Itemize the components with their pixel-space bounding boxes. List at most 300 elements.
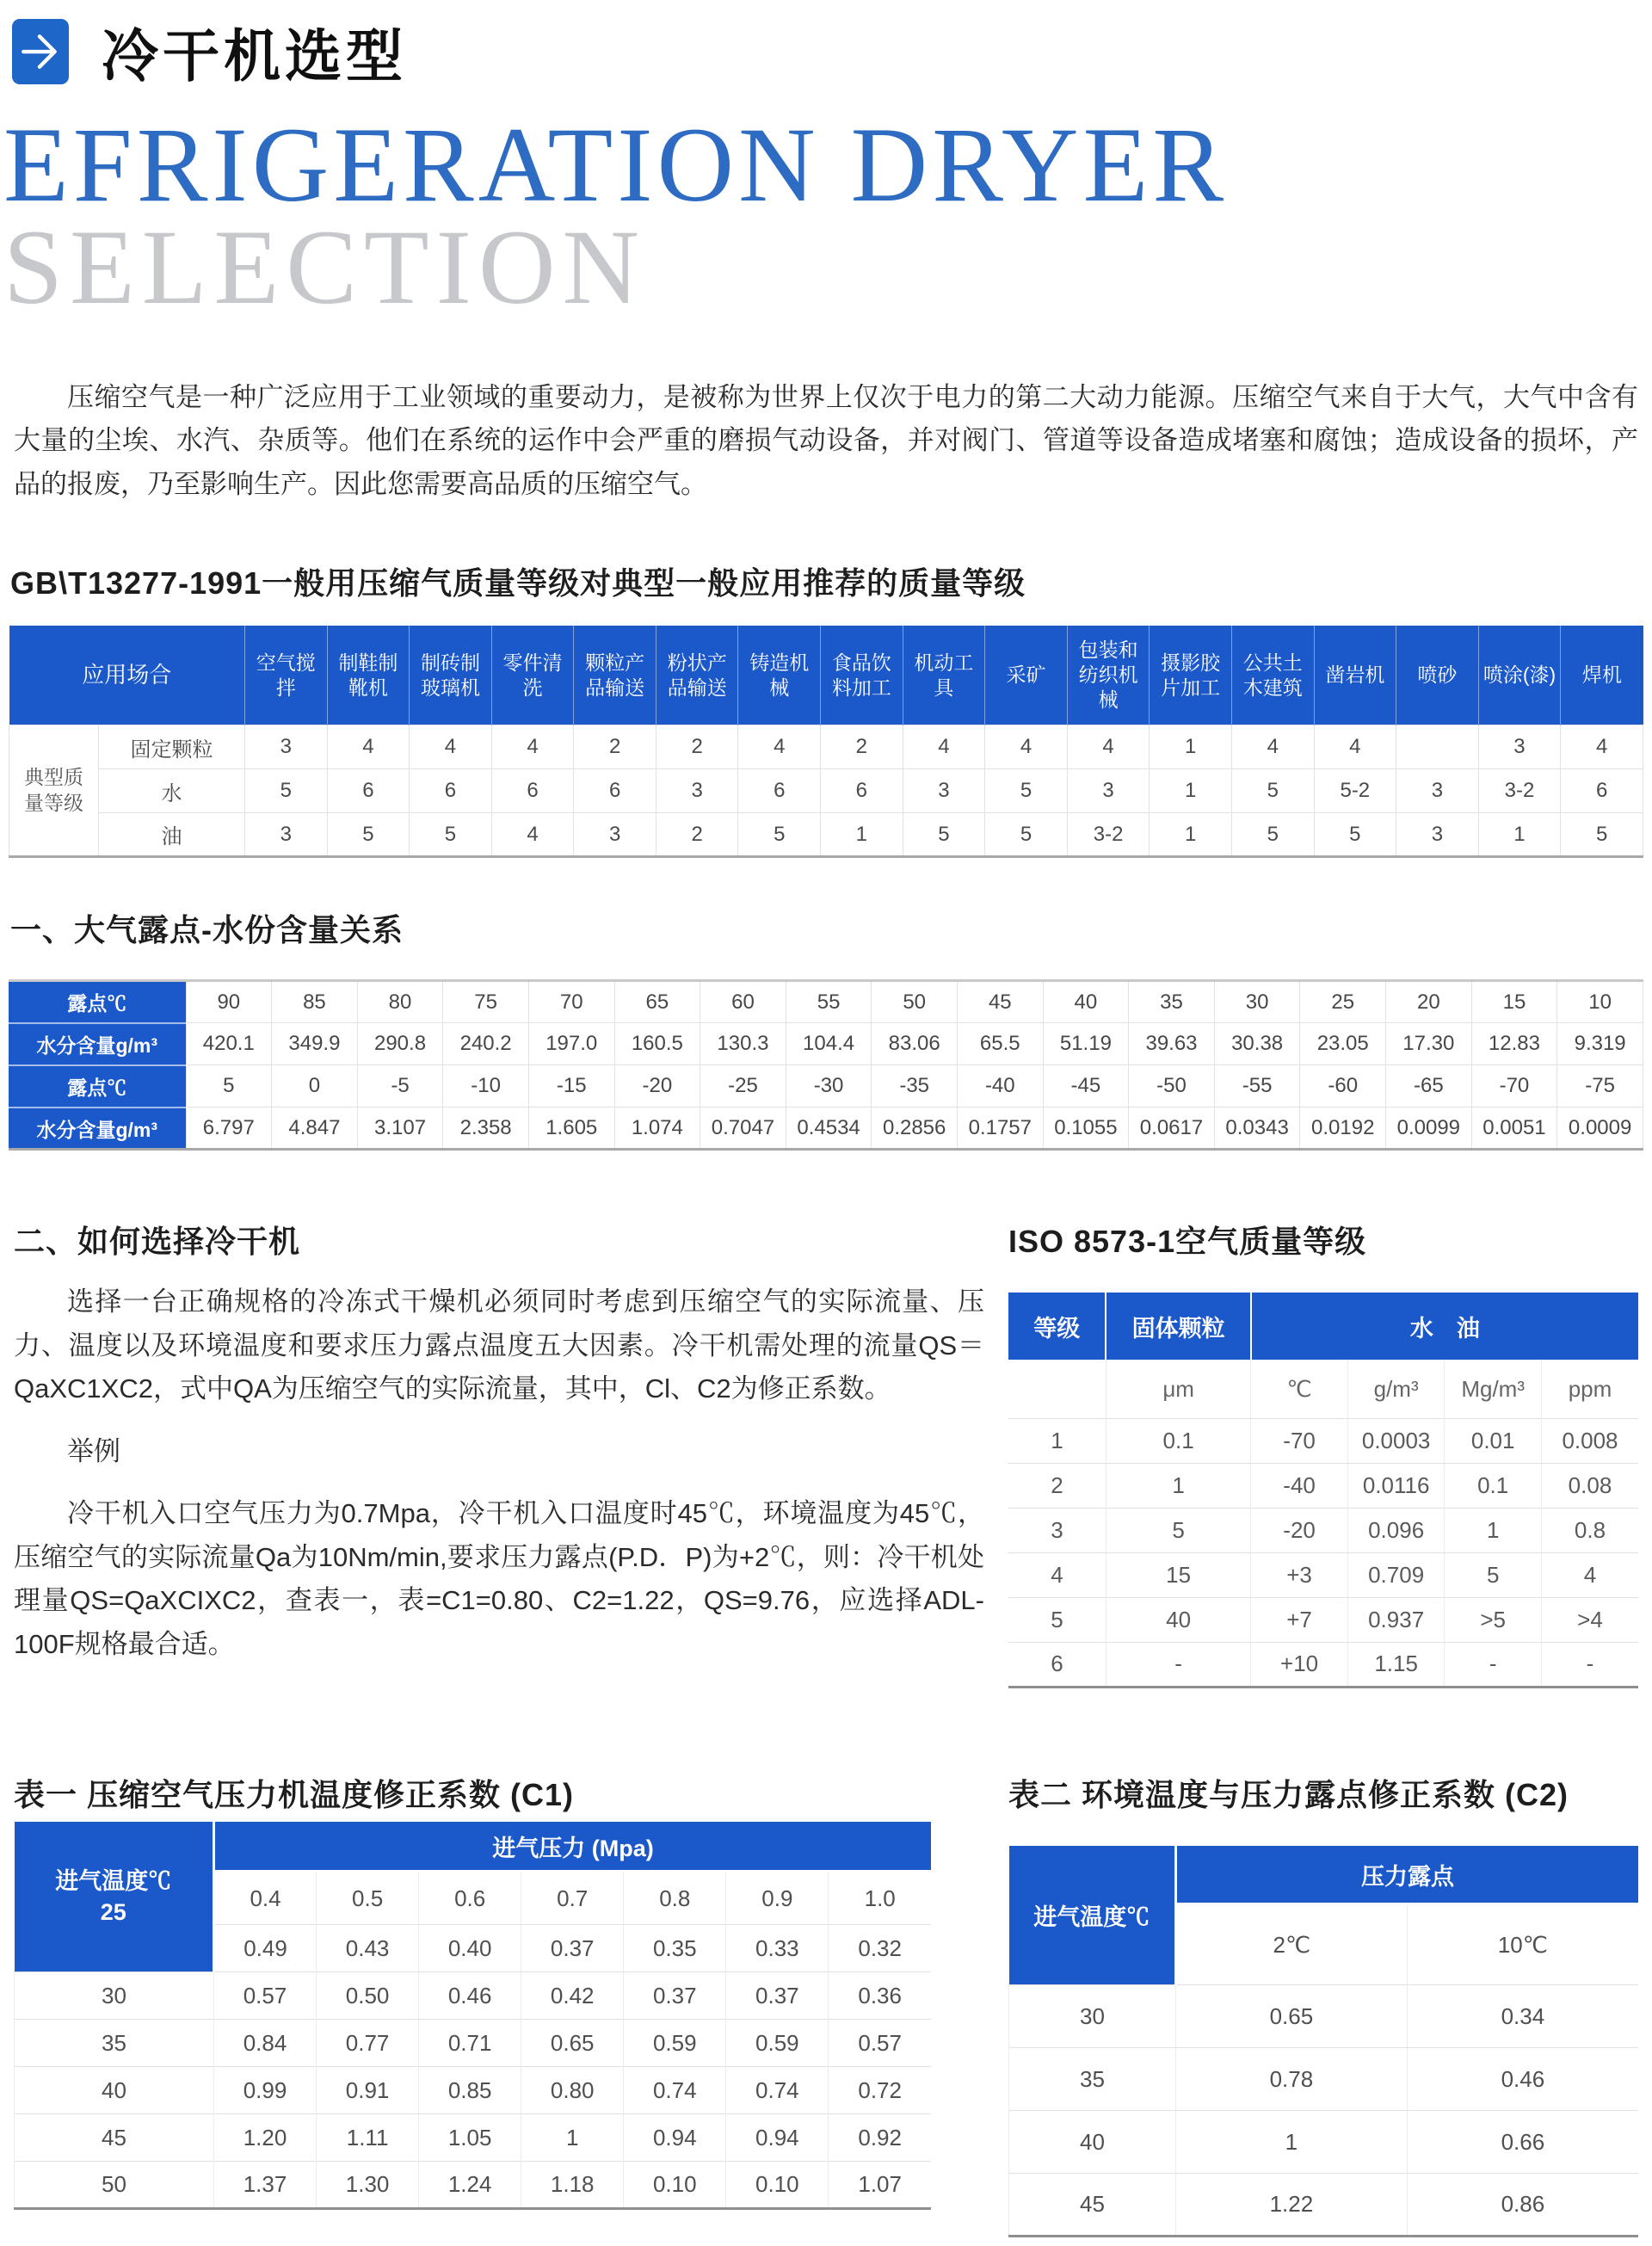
c1-cell: 0.37 [521,1925,624,1972]
c1-cell: 0.32 [829,1925,931,1972]
gb-cell: 3 [1067,769,1150,813]
gb-cell: 3 [656,769,738,813]
gb-cell: 6 [491,769,574,813]
c1-cell: 0.74 [624,2067,726,2114]
c2-row-label: 30 [1009,1985,1176,2048]
gb-data-row [9,769,1643,813]
c1-cell: 0.65 [521,2020,624,2067]
dew-cell: 15 [1471,981,1557,1023]
c1-cell: 0.35 [624,1925,726,1972]
dew-cell: 0.7047 [700,1108,786,1150]
gb-cell: 1 [1478,813,1561,857]
dew-cell: 240.2 [443,1023,529,1065]
iso-data-row [1008,1418,1638,1463]
dew-cell: 1.074 [614,1108,700,1150]
iso-cell: 0.0003 [1347,1418,1445,1463]
dew-cell: -40 [957,1065,1043,1108]
dew-cell: -50 [1129,1065,1215,1108]
c2-header-row [1009,1846,1639,1904]
dew-row [9,981,1643,1023]
c1-cell: 0.80 [521,2067,624,2114]
gb-column-header: 凿岩机 [1314,626,1396,725]
gb-cell: 3 [903,769,985,813]
dew-cell: -65 [1386,1065,1472,1108]
dew-cell: 65 [614,981,700,1023]
gb-cell: 5 [245,769,328,813]
dew-cell: -30 [786,1065,872,1108]
dew-cell: 0.4534 [786,1108,872,1150]
table2-title: 表二 环境温度与压力露点修正系数 (C2) [1008,1776,1569,1812]
dew-cell: 104.4 [786,1023,872,1065]
gb-cell: 6 [574,769,656,813]
iso-cell: 4 [1008,1552,1106,1597]
c2-cell: 0.46 [1407,2048,1638,2111]
c1-pressure-tick: 0.4 [214,1872,317,1925]
c2-row-label: 35 [1009,2048,1176,2111]
dew-cell: -60 [1300,1065,1386,1108]
gb-row-label: 固定颗粒 [99,725,245,769]
c1-data-row [15,2020,932,2067]
c1-cell: 0.74 [726,2067,829,2114]
iso-cell: 2 [1008,1463,1106,1508]
c1-cell: 0.92 [829,2114,931,2162]
c2-cell: 0.34 [1407,1985,1638,2048]
dew-cell: 0.1757 [957,1108,1043,1150]
c1-cell: 0.40 [419,1925,521,1972]
c1-cell: 0.46 [419,1972,521,2020]
dew-cell: -25 [700,1065,786,1108]
c2-data-row [1009,2174,1639,2237]
iso-data-row [1008,1463,1638,1508]
c1-column [14,1771,984,2238]
how-to-select-column [14,1218,984,1688]
dew-cell: 65.5 [957,1023,1043,1065]
c2-corner-header: 进气温度℃ [1009,1846,1176,1985]
gb-cell: 1 [821,813,903,857]
dew-row-label: 露点℃ [9,1065,186,1108]
iso-cell: 1 [1008,1418,1106,1463]
iso-table-title: ISO 8573-1空气质量等级 [1008,1224,1367,1260]
iso-unit-cell: μm [1106,1360,1250,1418]
section2-paragraph-3: 冷干机入口空气压力为0.7Mpa，冷干机入口温度时45℃，环境温度为45℃，压缩空气的实际流量Qa为10Nm/min,要求压力露点(P.D．P)为+2℃，则：冷干机处理量QS=QaXCIXC2，查表一，表=C1=0.80、C2=1.22，QS=9.76，应选择ADL-100F规格最合适。 [14,1498,984,1659]
dew-cell: 0.0192 [1300,1108,1386,1150]
c1-pressure-tick: 0.8 [624,1872,726,1925]
intro-paragraph: 压缩空气是一种广泛应用于工业领域的重要动力，是被称为世界上仅次于电力的第二大动力能源。压缩空气来自于大气，大气中含有大量的尘埃、水汽、杂质等。他们在系统的运作中会严重的磨损气动设备，并对阀门、管道等设备造成堵塞和腐蚀；造成设备的损坏，产品的报废，乃至影响生产。因此您需要高品质的压缩空气。 [14,382,1638,499]
iso-cell: 0.8 [1541,1508,1638,1552]
gb-column-header: 喷砂 [1396,626,1479,725]
gb-cell: 3 [574,813,656,857]
gb-cell: 6 [1561,769,1643,813]
c1-cell: 1.37 [214,2162,317,2209]
c1-cell: 0.77 [317,2020,419,2067]
dewpoint-moisture-table [9,979,1643,1151]
c2-cell: 1.22 [1176,2174,1408,2237]
gb-column-header: 食品饮料加工 [821,626,903,725]
gb-data-row [9,813,1643,857]
dew-cell: 40 [1043,981,1129,1023]
gb-cell: 6 [410,769,492,813]
gb-column-header: 摄影胶片加工 [1150,626,1232,725]
iso-cell: 0.1 [1106,1418,1250,1463]
iso-cell: 0.0116 [1347,1463,1445,1508]
gb-cell: 6 [327,769,410,813]
gb-column-header: 制鞋制靴机 [327,626,410,725]
c1-cell: 1.20 [214,2114,317,2162]
dew-cell: -35 [872,1065,958,1108]
gb-cell: 1 [1150,769,1232,813]
dew-cell: 90 [186,981,272,1023]
c2-data-row [1009,2111,1639,2174]
iso-unit-cell: ppm [1541,1360,1638,1418]
c1-cell: 0.37 [726,1972,829,2020]
dew-cell: 130.3 [700,1023,786,1065]
dew-cell: 5 [186,1065,272,1108]
c1-data-row [15,1972,932,2020]
gb-cell: 5 [1561,813,1643,857]
iso-data-row [1008,1597,1638,1642]
gb-cell: 5 [410,813,492,857]
c1-cell: 0.50 [317,1972,419,2020]
c1-span-header: 进气压力 (Mpa) [214,1822,932,1872]
dew-cell: 17.30 [1386,1023,1472,1065]
dew-row [9,1065,1643,1108]
dew-cell: 0.0009 [1557,1108,1643,1150]
iso-cell: 0.937 [1347,1597,1445,1642]
c1-cell: 0.94 [624,2114,726,2162]
c1-cell: 0.37 [624,1972,726,2020]
dew-cell: -75 [1557,1065,1643,1108]
gb-cell: 2 [574,725,656,769]
dew-cell: 9.319 [1557,1023,1643,1065]
iso-column [1008,1218,1638,1688]
c2-column [1008,1771,1638,2238]
iso-cell: 0.01 [1445,1418,1542,1463]
right-arrow-icon [12,19,69,84]
dew-cell: 0.0099 [1386,1108,1472,1150]
c1-data-row [15,2114,932,2162]
gb-column-header: 焊机 [1561,626,1643,725]
iso-cell: 1 [1106,1463,1250,1508]
gb-cell: 3 [1396,813,1479,857]
gb-cell: 1 [1150,725,1232,769]
c1-header-row [15,1822,932,1872]
gb-cell: 4 [903,725,985,769]
iso-cell: +3 [1251,1552,1348,1597]
c2-cell: 0.78 [1176,2048,1408,2111]
iso-water-oil-header: 水 油 [1251,1293,1638,1360]
c1-cell: 0.91 [317,2067,419,2114]
c1-row-label: 30 [15,1972,214,2020]
iso-cell: +7 [1251,1597,1348,1642]
c1-cell: 0.59 [624,2020,726,2067]
gb-cell: 3 [245,813,328,857]
section1-title: 一、大气露点-水份含量关系 [10,912,404,948]
gb-cell: 4 [491,725,574,769]
c2-correction-table [1008,1846,1638,2238]
c1-cell: 0.33 [726,1925,829,1972]
iso-cell: 6 [1008,1642,1106,1687]
gb-cell [1396,725,1479,769]
c1-data-row [15,2162,932,2209]
iso-cell: 1.15 [1347,1642,1445,1687]
iso-cell: >5 [1445,1597,1542,1642]
page-subtitle-english: SELECTION [3,208,647,327]
iso-cell: >4 [1541,1597,1638,1642]
dew-cell: 12.83 [1471,1023,1557,1065]
c1-cell: 0.49 [214,1925,317,1972]
section2-paragraph-1: 选择一台正确规格的冷冻式干燥机必须同时考虑到压缩空气的实际流量、压力、温度以及环境温度和要求压力露点温度五大因素。冷干机需处理的流量QS＝QaXC1XC2，式中QA为压缩空气的实际流量，其中，Cl、C2为修正系数。 [14,1287,984,1404]
gb-column-header: 采矿 [985,626,1068,725]
gb-cell: 2 [656,813,738,857]
c1-cell: 1.18 [521,2162,624,2209]
dew-cell: 70 [528,981,614,1023]
c2-cell: 0.86 [1407,2174,1638,2237]
gb-cell: 4 [1561,725,1643,769]
dew-cell: 0 [272,1065,358,1108]
gb-cell: 5-2 [1314,769,1396,813]
dew-cell: 85 [272,981,358,1023]
gb-header-row [9,626,1643,725]
c1-pressure-tick: 0.9 [726,1872,829,1925]
iso-units-blank [1008,1360,1106,1418]
dew-cell: 0.0051 [1471,1108,1557,1150]
gb-column-header: 机动工具 [903,626,985,725]
gb-cell: 5 [985,769,1068,813]
gb-cell: 4 [1314,725,1396,769]
c2-dewpoint-tick: 2℃ [1176,1904,1408,1985]
dew-cell: 0.0343 [1214,1108,1300,1150]
c1-pressure-tick: 0.7 [521,1872,624,1925]
dew-cell: 23.05 [1300,1023,1386,1065]
c2-data-row [1009,2048,1639,2111]
c2-cell: 1 [1176,2111,1408,2174]
dew-cell: 349.9 [272,1023,358,1065]
iso-cell: - [1541,1642,1638,1687]
gb-table-title: GB\T13277-1991一般用压缩气质量等级对典型一般应用推荐的质量等级 [10,565,1026,601]
gb-cell: 3 [1478,725,1561,769]
gb-cell: 6 [821,769,903,813]
iso-cell: 0.08 [1541,1463,1638,1508]
gb-column-header: 空气搅拌 [245,626,328,725]
gb-cell: 5 [903,813,985,857]
iso-cell: -40 [1251,1463,1348,1508]
iso-cell: 0.709 [1347,1552,1445,1597]
dew-cell: -55 [1214,1065,1300,1108]
iso-cell: 0.008 [1541,1418,1638,1463]
gb-cell: 4 [327,725,410,769]
gb-row-label: 水 [99,769,245,813]
iso-grade-header: 等级 [1008,1293,1106,1360]
gb-row-group-label: 典型质量等级 [9,725,99,857]
gb-cell: 5 [985,813,1068,857]
dew-cell: 35 [1129,981,1215,1023]
iso-cell: 1 [1445,1508,1542,1552]
gb-data-row [9,725,1643,769]
dew-cell: 20 [1386,981,1472,1023]
dew-cell: 10 [1557,981,1643,1023]
dew-cell: 2.358 [443,1108,529,1150]
dew-cell: 0.1055 [1043,1108,1129,1150]
gb-cell: 5 [1231,813,1314,857]
c1-corner-header [15,1822,214,1972]
dew-cell: -70 [1471,1065,1557,1108]
dew-cell: 45 [957,981,1043,1023]
c1-cell: 1 [521,2114,624,2162]
iso-cell: 4 [1541,1552,1638,1597]
gb-cell: 5 [738,813,821,857]
gb-column-header: 零件清洗 [491,626,574,725]
c1-correction-table [14,1822,931,2211]
dew-cell: -45 [1043,1065,1129,1108]
gb-cell: 2 [656,725,738,769]
gb-cell: 4 [1067,725,1150,769]
gb-column-header: 粉状产品输送 [656,626,738,725]
dew-row [9,1108,1643,1150]
dew-cell: -5 [357,1065,443,1108]
iso-data-row [1008,1642,1638,1687]
section2-paragraph-2: 举例 [67,1435,120,1466]
c2-span-header: 压力露点 [1176,1846,1639,1904]
dew-row [9,1023,1643,1065]
c2-row-label: 40 [1009,2111,1176,2174]
gb-cell: 3-2 [1067,813,1150,857]
gb-corner-header: 应用场合 [9,626,245,725]
dew-cell: 6.797 [186,1108,272,1150]
c1-corner-label: 进气温度℃ [55,1867,172,1894]
gb-cell: 3 [245,725,328,769]
dew-cell: -20 [614,1065,700,1108]
section2-title: 二、如何选择冷干机 [14,1224,301,1260]
dew-cell: 55 [786,981,872,1023]
dew-cell: 39.63 [1129,1023,1215,1065]
iso-cell: 5 [1008,1597,1106,1642]
gb-cell: 4 [738,725,821,769]
c2-cell: 0.66 [1407,2111,1638,2174]
dew-row-label: 露点℃ [9,981,186,1023]
iso-cell: 5 [1445,1552,1542,1597]
gb-cell: 4 [410,725,492,769]
iso-data-row [1008,1552,1638,1597]
gb-column-header: 喷涂(漆) [1478,626,1561,725]
c1-data-row [15,2067,932,2114]
dew-cell: 3.107 [357,1108,443,1150]
gb-column-header: 颗粒产品输送 [574,626,656,725]
c1-cell: 1.24 [419,2162,521,2209]
dew-cell: 0.2856 [872,1108,958,1150]
c1-row-label: 40 [15,2067,214,2114]
c1-cell: 0.94 [726,2114,829,2162]
c1-cell: 0.43 [317,1925,419,1972]
iso-cell: - [1106,1642,1250,1687]
c1-cell: 0.71 [419,2020,521,2067]
gb-cell: 5 [1314,813,1396,857]
dew-cell: 60 [700,981,786,1023]
iso-cell: 15 [1106,1552,1250,1597]
gb-cell: 3 [1396,769,1479,813]
iso-cell: - [1445,1642,1542,1687]
gb-cell: 6 [738,769,821,813]
dew-cell: -10 [443,1065,529,1108]
c1-cell: 1.30 [317,2162,419,2209]
gb-cell: 4 [985,725,1068,769]
c1-cell: 0.84 [214,2020,317,2067]
iso-unit-cell: ℃ [1251,1360,1348,1418]
iso-unit-cell: Mg/m³ [1445,1360,1542,1418]
iso-unit-cell: g/m³ [1347,1360,1445,1418]
c1-cell: 1.07 [829,2162,931,2209]
dew-cell: 80 [357,981,443,1023]
title-row [9,10,1643,92]
c1-cell: 0.57 [214,1972,317,2020]
iso-cell: -70 [1251,1418,1348,1463]
iso-cell: 3 [1008,1508,1106,1552]
page-title: 冷干机选型 [102,24,407,88]
c2-dewpoint-tick: 10℃ [1407,1904,1638,1985]
c1-row-label: 50 [15,2162,214,2209]
c1-cell: 0.85 [419,2067,521,2114]
gb-column-header: 公共土木建筑 [1231,626,1314,725]
dew-cell: -15 [528,1065,614,1108]
page-header [3,10,1643,327]
gb-cell: 4 [491,813,574,857]
c2-row-label: 45 [1009,2174,1176,2237]
iso-header-row [1008,1293,1638,1360]
iso-cell: 0.1 [1445,1463,1542,1508]
c1-row-label: 45 [15,2114,214,2162]
c1-cell: 1.05 [419,2114,521,2162]
c1-cell: 0.99 [214,2067,317,2114]
iso-cell: 0.096 [1347,1508,1445,1552]
c1-row-label: 35 [15,2020,214,2067]
dew-cell: 30 [1214,981,1300,1023]
iso-data-row [1008,1508,1638,1552]
selection-and-iso-section [9,1218,1643,1688]
c2-cell: 0.65 [1176,1985,1408,2048]
dew-cell: 25 [1300,981,1386,1023]
iso-solids-header: 固体颗粒 [1106,1293,1250,1360]
dew-cell: 75 [443,981,529,1023]
iso-cell: 5 [1106,1508,1250,1552]
gb-cell: 3-2 [1478,769,1561,813]
dew-row-label: 水分含量g/m³ [9,1108,186,1150]
gb-cell: 2 [821,725,903,769]
c1-pressure-tick: 0.5 [317,1872,419,1925]
gb-column-header: 制砖制玻璃机 [410,626,492,725]
c1-cell: 0.10 [726,2162,829,2209]
c1-cell: 0.59 [726,2020,829,2067]
c2-data-row [1009,1985,1639,2048]
dew-cell: 290.8 [357,1023,443,1065]
gb-column-header: 包装和纺织机械 [1067,626,1150,725]
c1-corner-value: 25 [100,1899,126,1926]
gb-quality-grade-table [9,626,1643,859]
dew-cell: 197.0 [528,1023,614,1065]
c1-pressure-tick: 1.0 [829,1872,931,1925]
c1-cell: 0.57 [829,2020,931,2067]
correction-tables-section [9,1771,1643,2238]
dew-cell: 420.1 [186,1023,272,1065]
gb-cell: 5 [327,813,410,857]
dew-cell: 30.38 [1214,1023,1300,1065]
table1-title: 表一 压缩空气压力机温度修正系数 (C1) [14,1776,575,1812]
iso-cell: 40 [1106,1597,1250,1642]
gb-cell: 5 [1231,769,1314,813]
c1-cell: 0.10 [624,2162,726,2209]
page-title-english: EFRIGERATION DRYER [3,106,1229,224]
c1-pressure-tick: 0.6 [419,1872,521,1925]
gb-column-header: 铸造机械 [738,626,821,725]
iso-air-quality-table [1008,1293,1638,1688]
